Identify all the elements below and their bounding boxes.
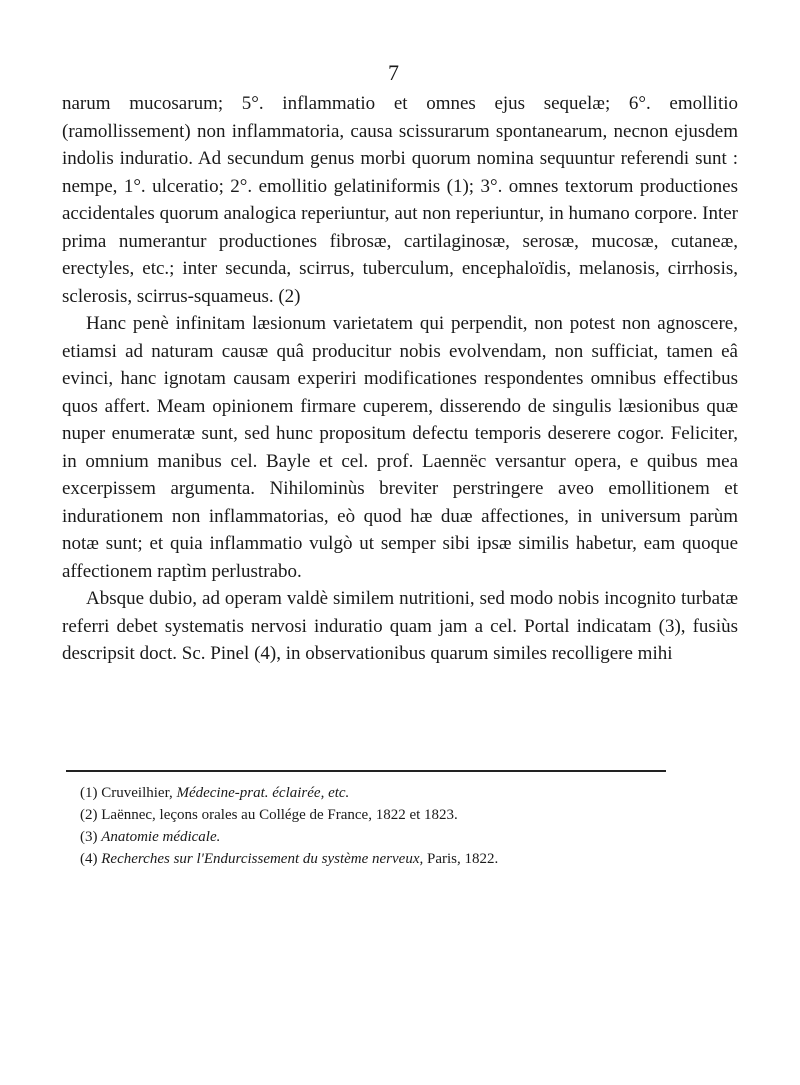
footnote-title: Anatomie médicale. <box>101 829 221 845</box>
footnote-rest: leçons orales au Collége de France, 1822 et 1823. <box>159 807 458 823</box>
footnote-divider <box>66 770 666 772</box>
footnote-title: Médecine-prat. éclairée, etc. <box>176 785 350 801</box>
footnote-mark: (1) <box>80 785 98 801</box>
paragraph-2: Hanc penè infinitam læsionum varietatem qui perpendit, non potest non agnoscere, etiamsi ad naturam causæ quâ producitur nobis evolvendam, non sufficiat, tamen eâ evinci, hanc ignotam causam experiri modificationes respondentes omnibus effectibus quos affert. Meam opinionem firmare cuperem, disserendo de singulis læsionibus quæ nuper enumeratæ sunt, sed hunc propositum defectu temporis deserere cogor. Feliciter, in omnium manibus cel. Bayle et cel. prof. Laennëc versantur opera, e quibus mea excerpissem argumenta. Nihilominùs breviter perstringere aveo emollitionem et indurationem non inflammatorias, eò quod hæ duæ affectiones, in universum parùm notæ sunt; et quia inflammatio vulgò ut semper sibi ipsæ similis habetur, eam quoque affectionem raptìm perlustrabo. <box>62 313 738 582</box>
body-text <box>62 90 738 668</box>
footnote-author: Cruveilhier, <box>101 785 173 801</box>
footnote-author: Laënnec, <box>101 807 156 823</box>
footnote-rest: Paris, 1822. <box>427 851 499 867</box>
footnote-mark: (4) <box>80 851 98 867</box>
footnote-1 <box>80 782 720 804</box>
paragraph-1: narum mucosarum; 5°. inflammatio et omnes ejus sequelæ; 6°. emollitio (ramollissement) non inflammatoria, causa scissurarum spontanearum, necnon ejusdem indolis induratio. Ad secundum genus morbi quorum nomina sequuntur referendi sunt : nempe, 1°. ulceratio; 2°. emollitio gelatiniformis (1); 3°. omnes textorum productiones accidentales quorum analogica reperiuntur, aut non reperiuntur, in humano corpore. Inter prima numerantur productiones fibrosæ, cartilaginosæ, serosæ, mucosæ, cutaneæ, erectyles, etc.; inter secunda, scirrus, tuberculum, encephaloïdis, melanosis, cirrhosis, sclerosis, scirrus-squameus. (2) <box>62 93 738 307</box>
paragraph-3: Absque dubio, ad operam valdè similem nutritioni, sed modo nobis incognito turbatæ referri debet systematis nervosi induratio quam jam a cel. Portal indicatam (3), fusiùs descripsit doct. Sc. Pinel (4), in observationibus quarum similes recolligere mihi <box>62 588 738 664</box>
footnote-mark: (2) <box>80 807 98 823</box>
footnotes <box>80 782 720 870</box>
footnote-3 <box>80 826 720 848</box>
page-number: 7 <box>388 60 399 85</box>
footnote-title: Recherches sur l'Endurcissement du système nerveux, <box>101 851 424 867</box>
footnote-4 <box>80 848 720 870</box>
footnote-2 <box>80 804 720 826</box>
footnote-mark: (3) <box>80 829 98 845</box>
